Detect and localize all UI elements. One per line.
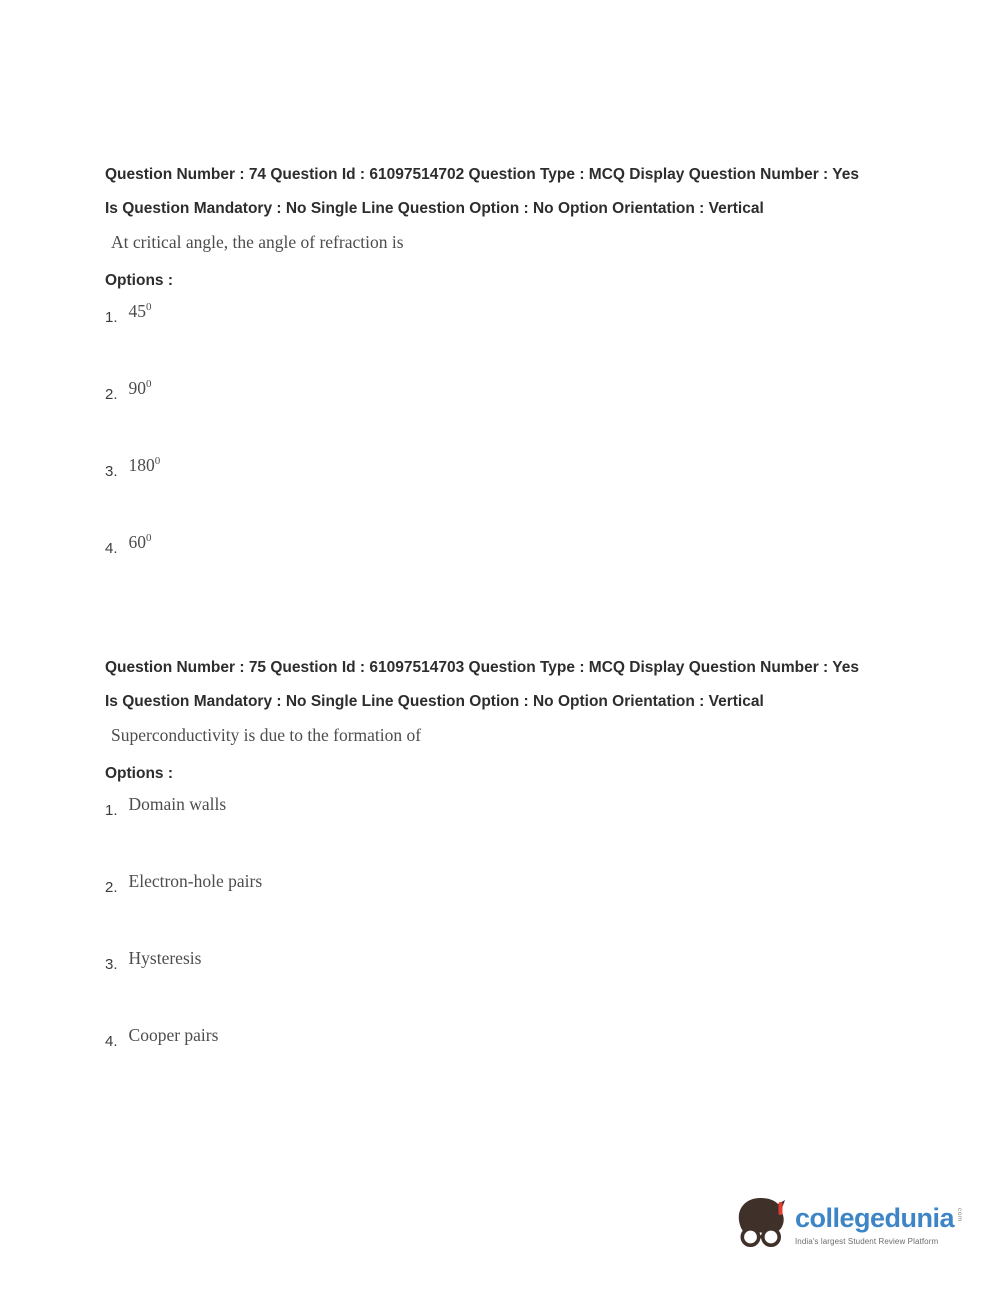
question-header: Question Number : 74 Question Id : 61097514702 Question Type : MCQ Display Question Number : Yes Is Question Mandatory : No Single Line Question Option : No Option Orientation : Vertical (105, 166, 859, 217)
question-block-74 (105, 158, 877, 615)
option-number: 1. (105, 802, 118, 819)
question-text: Superconductivity is due to the formation of (111, 725, 422, 745)
option-row (105, 794, 877, 820)
option-row (105, 378, 877, 404)
option-row (105, 948, 877, 974)
option-number: 4. (105, 1033, 118, 1050)
option-value: 45 (128, 301, 147, 321)
mascot-icon (734, 1195, 786, 1256)
option-number: 1. (105, 309, 118, 326)
option-superscript: 0 (146, 301, 152, 314)
option-text: Electron-hole pairs (128, 871, 263, 891)
question-block-75 (105, 651, 877, 1108)
brand-name: collegedunia (794, 1203, 954, 1233)
option-text (129, 532, 152, 553)
option-number: 2. (105, 879, 118, 896)
option-superscript: 0 (146, 378, 152, 391)
option-text (129, 455, 161, 476)
questions-content (105, 158, 877, 1144)
option-row (105, 301, 877, 327)
options-label: Options : (105, 272, 174, 289)
option-row (105, 532, 877, 558)
option-number: 4. (105, 540, 118, 557)
option-superscript: 0 (154, 455, 161, 468)
option-number: 2. (105, 386, 118, 403)
option-value: 180 (128, 455, 155, 475)
question-text: At critical angle, the angle of refraction is (111, 232, 404, 252)
brand-suffix: com (956, 1208, 963, 1222)
question-header: Question Number : 75 Question Id : 61097514703 Question Type : MCQ Display Question Number : Yes Is Question Mandatory : No Single Line Question Option : No Option Orientation : Vertical (105, 659, 859, 710)
option-text (129, 378, 152, 399)
option-text: Domain walls (128, 794, 227, 814)
collegedunia-logo (734, 1195, 963, 1256)
option-row (105, 871, 877, 897)
option-text: Cooper pairs (128, 1025, 219, 1045)
brand-tagline: India's largest Student Review Platform (794, 1237, 939, 1246)
option-text: Hysteresis (128, 948, 202, 968)
option-value: 60 (128, 532, 147, 552)
option-row (105, 455, 877, 481)
options-label: Options : (105, 765, 174, 782)
option-number: 3. (105, 463, 118, 480)
option-row (105, 1025, 877, 1051)
option-value: 90 (128, 378, 147, 398)
option-superscript: 0 (146, 532, 152, 545)
option-text (129, 301, 152, 322)
option-number: 3. (105, 956, 118, 973)
brand-text-block (795, 1205, 963, 1246)
